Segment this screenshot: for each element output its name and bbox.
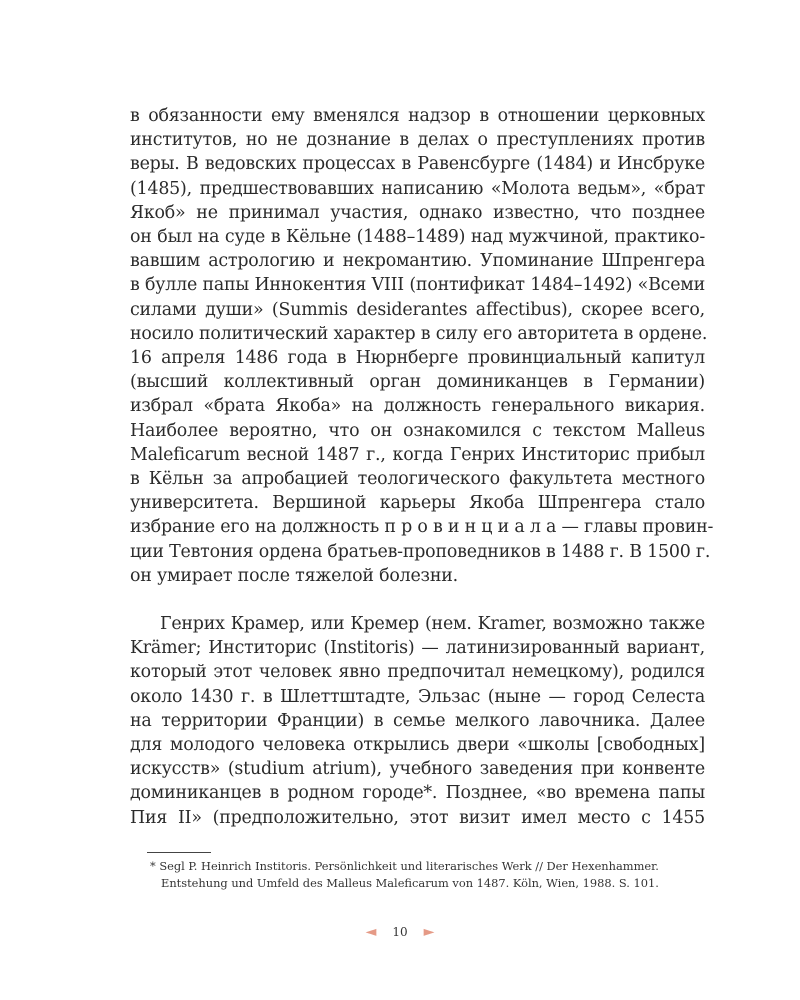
text-line: ции Тевтония ордена братьев-проповедников в 1488 г. В 1500 г. [130,541,711,562]
text-line: избрал «брата Якоба» на должность генерального викария. [130,396,705,417]
page-footer [0,924,800,940]
text-line: который этот человек явно предпочитал немецкому), родился [130,662,705,683]
text-line: для молодого человека открылись двери «школы [свободных] [130,735,705,756]
text-line: силами души» (Summis desiderantes affectibus), скорее всего, [130,299,705,320]
text-line: (высший коллективный орган доминиканцев в Германии) [130,372,705,393]
text-line: носило политический характер в силу его авторитета в ордене. [130,323,708,344]
paragraph-2 [130,612,705,830]
text-line: Пия II» (предположительно, этот визит имел место с 1455 [130,807,705,828]
text-line: избрание его на должность п р о в и н ц и а л а — главы провин- [130,517,714,538]
text-line: в обязанности ему вменялся надзор в отношении церковных [130,106,705,126]
text-line: искусств» (studium atrium), учебного заведения при конвенте [130,759,705,780]
left-arrow-icon[interactable]: ◄ [365,924,377,940]
text-line: около 1430 г. в Шлеттштадте, Эльзас (ныне — город Селеста [130,686,705,707]
text-line: университета. Вершиной карьеры Якоба Шпренгера стало [130,493,705,514]
paragraph-gap [130,588,705,612]
body-text [130,104,714,830]
page-number: 10 [392,925,408,939]
text-line: Генрих Крамер, или Кремер (нем. Kramer, возможно также [160,614,705,635]
text-line: Наиболее вероятно, что он ознакомился с текстом Malleus [130,420,705,441]
text-line: доминиканцев в родном городе*. Позднее, «во времена папы [130,783,705,804]
footnote-rule [147,852,211,853]
paragraph-1 [130,104,714,588]
text-line: Krämer; Инститорис (Institoris) — латинизированный вариант, [130,638,705,659]
text-line: в булле папы Иннокентия VIII (понтификат 1484–1492) «Всеми [130,275,705,296]
footnote [150,858,710,892]
text-line: вавшим астрологию и некромантию. Упоминание Шпренгера [130,251,705,272]
text-line: (1485), предшествовавших написанию «Молота ведьм», «брат [130,178,705,199]
text-line: институтов, но не дознание в делах о преступлениях против [130,130,705,151]
text-line: на территории Франции) в семье мелкого лавочника. Далее [130,710,705,731]
right-arrow-icon[interactable]: ► [423,924,435,940]
text-line: Maleficarum весной 1487 г., когда Генрих Инститорис прибыл [130,444,705,465]
text-line: он умирает после тяжелой болезни. [130,565,458,586]
footnote-line: * Segl P. Heinrich Institoris. Persönlichkeit und literarisches Werk // Der Hexenhammer. [150,859,659,873]
text-line: Якоб» не принимал участия, однако известно, что позднее [130,202,705,223]
text-line: 16 апреля 1486 года в Нюрнберге провинциальный капитул [130,348,705,369]
text-line: в Кёльн за апробацией теологического факультета местного [130,469,705,490]
text-line: веры. В ведовских процессах в Равенсбурге (1484) и Инсбруке [130,154,705,175]
footnote-line: Entstehung und Umfeld des Malleus Maleficarum von 1487. Köln, Wien, 1988. S. 101. [161,876,659,890]
text-line: он был на суде в Кёльне (1488–1489) над мужчиной, практико- [130,227,705,248]
